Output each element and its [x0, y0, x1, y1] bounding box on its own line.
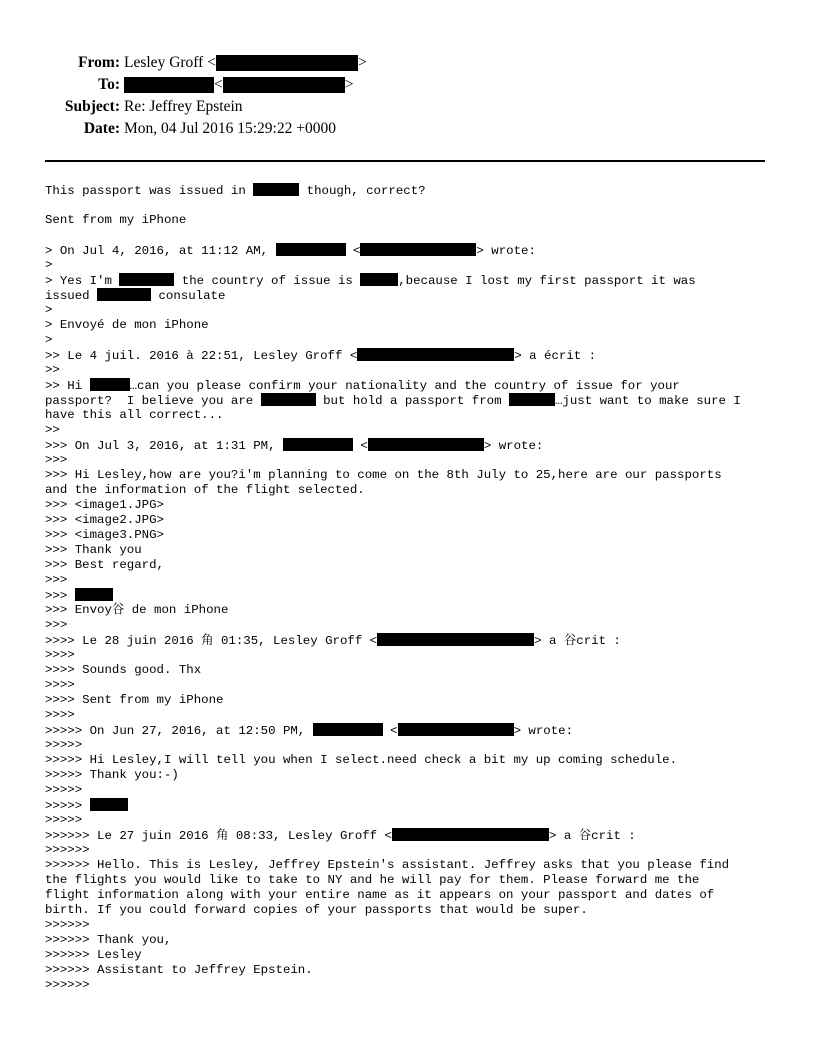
to-mid: < [214, 76, 223, 93]
body-line: >>>>> Hi Lesley,I will tell you when I select.need check a bit my up coming schedule. [45, 753, 678, 767]
text: < [352, 439, 368, 453]
text: >>>>> On Jun 27, 2016, at 12:50 PM, [45, 724, 313, 738]
body-line: >>> Envoy谷 de mon iPhone [45, 603, 229, 617]
text: ,because I lost my first passport it was [398, 274, 696, 288]
body-line: > Envoyé de mon iPhone [45, 318, 209, 332]
date-value: Mon, 04 Jul 2016 15:29:22 +0000 [124, 120, 336, 137]
body-line [45, 273, 780, 288]
body-line: have this all correct... [45, 408, 224, 422]
text: > wrote: [476, 244, 536, 258]
body-line: >>>>>> [45, 843, 90, 857]
text: < [345, 244, 361, 258]
redaction-block [360, 243, 476, 256]
body-line: >>>>> Thank you:-) [45, 768, 179, 782]
text: passport? I believe you are [45, 394, 261, 408]
body-line: >> [45, 363, 60, 377]
redaction-block [509, 393, 555, 406]
to-end: > [344, 76, 354, 93]
redaction-block [90, 378, 130, 391]
body-line: > [45, 258, 53, 272]
body-line [45, 633, 780, 648]
from-value: Lesley Groff < [124, 54, 216, 71]
body-line [45, 378, 780, 393]
date-label: Date: [83, 120, 120, 137]
text: >>> On Jul 3, 2016, at 1:31 PM, [45, 439, 283, 453]
redaction-block [253, 183, 299, 196]
text: > wrote: [513, 724, 574, 738]
body-line: >>>> Sounds good. Thx [45, 663, 202, 677]
body-line [45, 183, 780, 198]
from-label: From: [78, 54, 120, 71]
body-line: > [45, 303, 53, 317]
body-line: >>>>>> [45, 978, 90, 992]
text: >>> [45, 589, 75, 603]
redaction-block [97, 288, 151, 301]
redaction-block [377, 633, 534, 646]
body-line: >>>> [45, 678, 75, 692]
redaction-block [119, 273, 174, 286]
subject-row [40, 96, 367, 118]
body-line: >>>>>> Hello. This is Lesley, Jeffrey Epstein's assistant. Jeffrey asks that you please find [45, 858, 730, 872]
body-line [45, 243, 780, 258]
subject-label: Subject: [64, 98, 120, 115]
body-line: >>>> [45, 648, 75, 662]
body-line [45, 348, 780, 363]
redaction-block [360, 273, 398, 286]
redaction-block [313, 723, 383, 736]
body-line: >>> Best regard, [45, 558, 164, 572]
body-line [45, 588, 780, 603]
body-line: >>>>>> [45, 918, 90, 932]
redaction-block [124, 77, 214, 93]
text: …just want to make sure I [554, 394, 741, 408]
redaction-block [223, 77, 345, 93]
email-header [40, 52, 367, 140]
body-line: >>> <image2.JPG> [45, 513, 164, 527]
text: …can you please confirm your nationality and the country of issue for your [129, 379, 680, 393]
body-line: >>> [45, 573, 68, 587]
body-line: birth. If you could forward copies of your passports that would be super. [45, 903, 588, 917]
body-line: >>>> Sent from my iPhone [45, 693, 224, 707]
body-line: >>>>>> Thank you, [45, 933, 172, 947]
body-line: >>> [45, 618, 68, 632]
body-line [45, 798, 780, 813]
body-line [45, 393, 780, 408]
body-line: the flights you would like to take to NY and he will pay for them. Please forward me the [45, 873, 700, 887]
text: > Yes I'm [45, 274, 120, 288]
text: > a écrit : [514, 349, 597, 363]
date-row [40, 118, 367, 140]
text: consulate [151, 289, 226, 303]
body-line: > [45, 333, 53, 347]
body-line: >>> [45, 453, 68, 467]
redaction-block [368, 438, 484, 451]
body-line [45, 438, 780, 453]
body-line: >>>>> [45, 813, 83, 827]
body-line: >>> <image1.JPG> [45, 498, 164, 512]
redaction-block [75, 588, 113, 601]
body-line: >>>>>> Assistant to Jeffrey Epstein. [45, 963, 313, 977]
body-line: >>> Hi Lesley,how are you?i'm planning to come on the 8th July to 25,here are our passports [45, 468, 722, 482]
to-label: To: [98, 76, 120, 93]
text: > On Jul 4, 2016, at 11:12 AM, [45, 244, 276, 258]
text: > a 谷crit : [534, 634, 621, 648]
from-end: > [357, 54, 367, 71]
header-divider [45, 160, 765, 162]
subject-value: Re: Jeffrey Epstein [124, 98, 243, 115]
text: >> Le 4 juil. 2016 à 22:51, Lesley Groff < [45, 349, 358, 363]
redaction-block [398, 723, 514, 736]
text: >>>>>> Le 27 juin 2016 角 08:33, Lesley Groff < [45, 829, 392, 843]
body-line: and the information of the flight selected. [45, 483, 365, 497]
body-line [45, 288, 780, 303]
redaction-block [357, 348, 514, 361]
text: This passport was issued in [45, 184, 254, 198]
text: >>>>> [45, 799, 90, 813]
redaction-block [90, 798, 128, 811]
body-line: >>>>> [45, 738, 83, 752]
body-line: >>> <image3.PNG> [45, 528, 164, 542]
text: >>>> Le 28 juin 2016 角 01:35, Lesley Groff < [45, 634, 378, 648]
email-body [45, 183, 780, 993]
body-line: >> [45, 423, 60, 437]
text: >> Hi [45, 379, 90, 393]
text: > wrote: [483, 439, 544, 453]
body-line [45, 723, 780, 738]
body-line: flight information along with your entire name as it appears on your passport and dates of [45, 888, 715, 902]
text: though, correct? [299, 184, 426, 198]
body-line: >>>> [45, 708, 75, 722]
redaction-block [283, 438, 353, 451]
redaction-block [216, 55, 358, 71]
body-line: >>> Thank you [45, 543, 142, 557]
from-row [40, 52, 367, 74]
body-line: >>>>> [45, 783, 83, 797]
body-line: Sent from my iPhone [45, 213, 187, 227]
redaction-block [392, 828, 549, 841]
redaction-block [261, 393, 316, 406]
text: but hold a passport from [315, 394, 509, 408]
body-line [45, 828, 780, 843]
text: > a 谷crit : [549, 829, 636, 843]
to-row [40, 74, 367, 96]
redaction-block [276, 243, 346, 256]
text: the country of issue is [174, 274, 361, 288]
text: < [382, 724, 398, 738]
text: issued [45, 289, 98, 303]
body-line: >>>>>> Lesley [45, 948, 142, 962]
